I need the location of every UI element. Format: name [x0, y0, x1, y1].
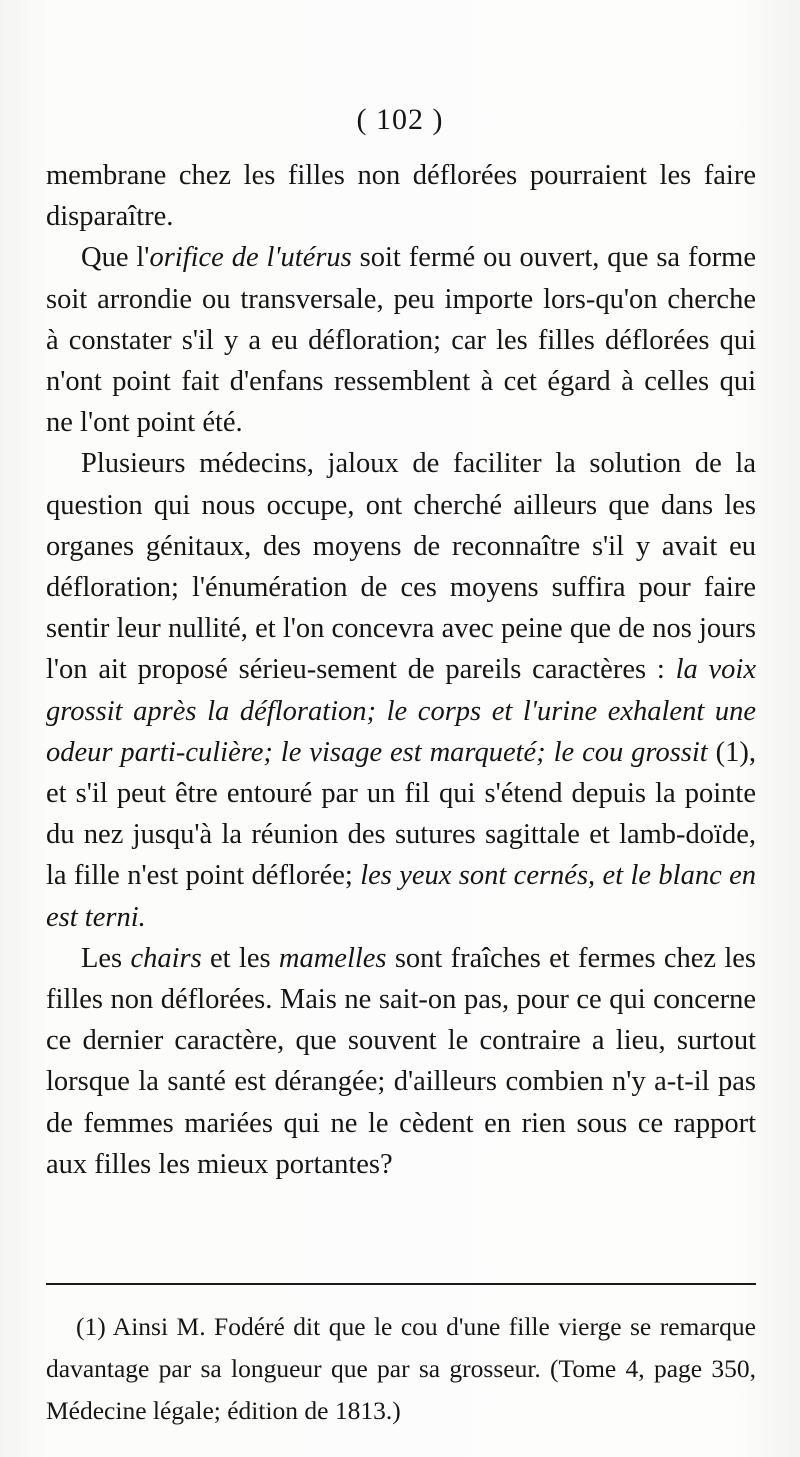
footnote-rule	[46, 1283, 756, 1285]
text-run: Que l'	[81, 242, 150, 274]
footnote	[46, 1306, 756, 1432]
paragraph-continuation: membrane chez les filles non déflorées pourraient les faire disparaître.	[46, 160, 756, 233]
italic-run: chairs	[130, 942, 202, 974]
text-run: et les	[201, 942, 279, 974]
paragraph-orifice	[46, 237, 756, 443]
italic-run: mamelles	[278, 942, 387, 974]
footnote-text: (1) Ainsi M. Fodéré dit que le cou d'une fille vierge se remarque davantage par sa longueur que par sa grosseur. (Tome 4, page 350, Médecine légale; édition de 1813.)	[46, 1312, 756, 1425]
main-text	[46, 155, 756, 1185]
text-run: Plusieurs médecins, jaloux de faciliter la solution de la question qui nous occupe, ont cherché ailleurs que dans les organes génitaux, des moyens de reconnaître s'il y avait eu défloration; l'énumération de ces moyens suffira pour faire sentir leur nullité, et l'on concevra avec peine que de nos jours l'on ait proposé sérieu-sement de pareils caractères :	[46, 448, 756, 686]
page-number: ( 102 )	[356, 103, 444, 136]
text-run: soit fermé ou ouvert, que sa forme soit arrondie ou transversale, peu importe lors-qu'on cherche à constater s'il y a eu défloration; car les filles déflorées qui n'ont point fait d'enfans ressemblent à cet égard à celles qui ne l'ont point été.	[46, 242, 757, 439]
paragraph-chairs-mamelles	[46, 938, 756, 1185]
text-run: Les	[81, 942, 131, 974]
italic-run: orifice de l'utérus	[149, 242, 352, 274]
italic-run: les yeux sont cernés, et le blanc en est terni.	[46, 860, 756, 933]
text-run: sont fraîches et fermes chez les filles non déflorées. Mais ne sait-on pas, pour ce qui concerne ce dernier caractère, que souvent le contraire a lieu, surtout lorsque la santé est dérangée; d'ailleurs combien n'y a-t-il pas de femmes mariées qui ne le cèdent en rien sous ce rapport aux filles les mieux portantes?	[46, 942, 757, 1180]
paragraph-plusieurs-medecins	[46, 443, 756, 937]
italic-run: la voix grossit après la défloration; le corps et l'urine exhalent une odeur parti-culière; le visage est marqueté; le cou grossit	[46, 654, 756, 768]
text-run: (1), et s'il peut être entouré par un fil qui s'étend depuis la pointe du nez jusqu'à la réunion des sutures sagittale et lamb-doïde, la fille n'est point déflorée;	[46, 736, 756, 892]
